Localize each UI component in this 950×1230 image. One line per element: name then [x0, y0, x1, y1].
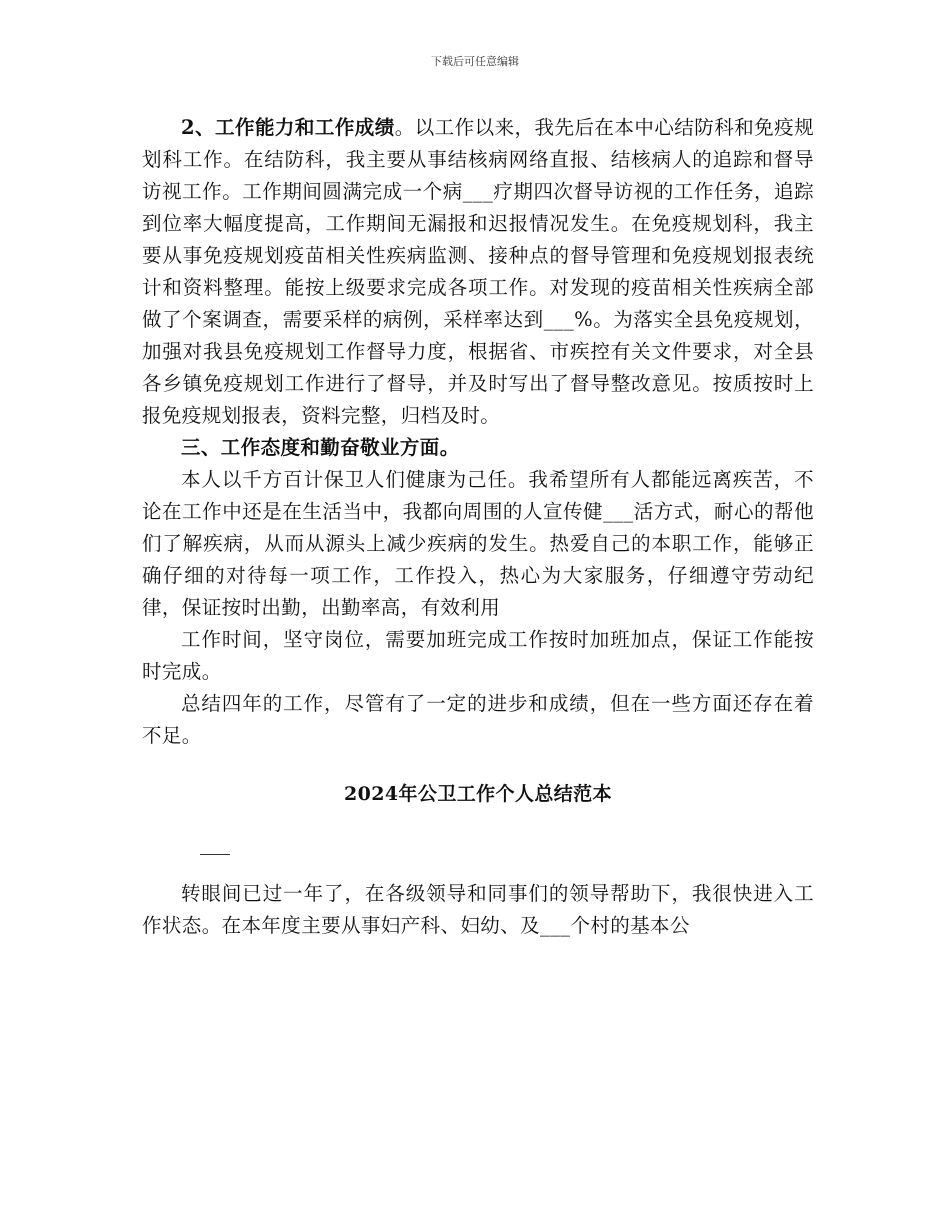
- blank-underline: [200, 854, 230, 855]
- blank-line: [142, 838, 814, 870]
- paragraph-attitude: 本人以千方百计保卫人们健康为己任。我希望所有人都能远离疾苦，不论在工作中还是在生活当中，我都向周围的人宣传健___活方式，耐心的帮他们了解疾病，从而从源头上减少疾病的发生。热爱自己的本职工作，能够正确仔细的对待每一项工作，工作投入，热心为大家服务，仔细遵守劳动纪律，保证按时出勤，出勤率高，有效利用: [142, 468, 814, 619]
- paragraph-work-time: 工作时间，坚守岗位，需要加班完成工作按时加班加点，保证工作能按时完成。: [142, 628, 814, 683]
- section-3-heading: 三、工作态度和勤奋敬业方面。: [181, 436, 460, 459]
- section-2-heading: 2、工作能力和工作成绩: [181, 116, 395, 139]
- paragraph-summary: 总结四年的工作，尽管有了一定的进步和成绩，但在一些方面还存在着不足。: [142, 692, 814, 747]
- section-title: 2024年公卫工作个人总结范本: [344, 783, 612, 805]
- paragraph-intro: 转眼间已过一年了，在各级领导和同事们的领导帮助下，我很快进入工作状态。在本年度主要从事妇产科、妇幼、及___个村的基本公: [142, 882, 814, 937]
- document-body: [142, 112, 814, 942]
- paragraph-work-ability-text: 。以工作以来，我先后在本中心结防科和免疫规划科工作。在结防科，我主要从事结核病网络直报、结核病人的追踪和督导访视工作。工作期间圆满完成一个病___疗期四次督导访视的工作任务，追踪到位率大幅度提高，工作期间无漏报和迟报情况发生。在免疫规划科，我主要从事免疫规划疫苗相关性疾病监测、接种点的督导管理和免疫规划报表统计和资料整理。能按上级要求完成各项工作。对发现的疫苗相关性疾病全部做了个案调查，需要采样的病例，采样率达到___%。为落实全县免疫规划，加强对我县免疫规划工作督导力度，根据省、市疾控有关文件要求，对全县各乡镇免疫规划工作进行了督导，并及时写出了督导整改意见。按质按时上报免疫规划报表，资料完整，归档及时。: [142, 116, 815, 427]
- page-header-note: 下载后可任意编辑: [431, 55, 519, 68]
- paragraph-work-ability: [142, 112, 814, 432]
